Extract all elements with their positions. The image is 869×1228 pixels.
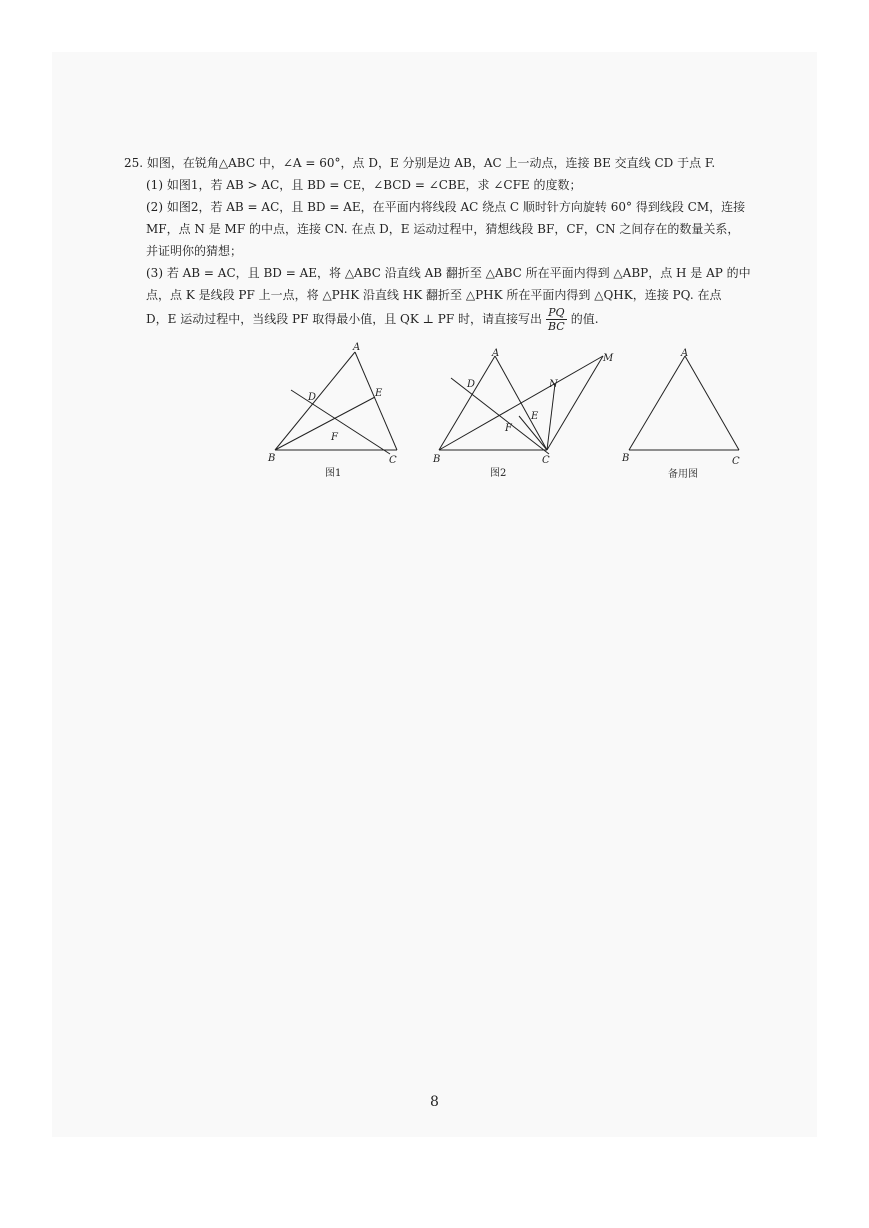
fig3-label-a: A <box>681 348 689 359</box>
part-3-line-1: (3) 若 AB = AC，且 BD = AE，将 △ABC 沿直线 AB 翻折至 △ABC 所在平面内得到 △ABP，点 H 是 AP 的中 <box>146 266 751 280</box>
part-2-line-1: (2) 如图2，若 AB = AC，且 BD = AE，在平面内将线段 AC 绕点 C 顺时针方向旋转 60° 得到线段 CM，连接 <box>146 200 746 214</box>
fig3-caption: 备用图 <box>668 469 698 480</box>
fig1-label-d: D <box>308 392 317 403</box>
fig2-label-a: A <box>492 348 500 359</box>
problem-statement: 25. 如图，在锐角△ABC 中，∠A = 60°，点 D，E 分别是边 AB，AC 上一动点，连接 BE 交直线 CD 于点 F. <box>124 156 716 170</box>
fraction-pq-over-bc <box>546 306 567 333</box>
fig2-label-m: M <box>603 353 614 364</box>
fig1-caption: 图1 <box>325 468 342 479</box>
figures <box>265 342 755 492</box>
part-3-line-3-end: 的值. <box>570 312 599 326</box>
fig2-label-f: F <box>505 423 512 434</box>
fig3-segment-ac <box>685 356 739 450</box>
part-2-line-3: 并证明你的猜想； <box>146 244 243 258</box>
fig2-label-b: B <box>433 454 441 465</box>
fig1-label-a: A <box>353 342 361 353</box>
problem-25 <box>124 152 764 333</box>
part-3-line-3-text: D，E 运动过程中，当线段 PF 取得最小值，且 QK ⊥ PF 时，请直接写出 <box>146 312 542 326</box>
fig2-label-c: C <box>542 455 550 466</box>
fig1-label-c: C <box>389 455 397 466</box>
fig1-segment-be <box>275 397 375 450</box>
fig2-label-e: E <box>531 411 539 422</box>
fig2-segment-bm <box>439 356 603 450</box>
fig2-label-n: N <box>549 379 558 390</box>
fig2-label-d: D <box>467 379 476 390</box>
fraction-denominator: BC <box>547 320 565 333</box>
fig3-segment-ab <box>629 356 685 450</box>
fig2-segment-cn <box>547 384 555 450</box>
part-3-line-2: 点，点 K 是线段 PF 上一点，将 △PHK 沿直线 HK 翻折至 △PHK 所在平面内得到 △QHK，连接 PQ. 在点 <box>146 288 722 302</box>
fig2-segment-ab <box>439 356 495 450</box>
fig2-segment-cm <box>547 356 603 450</box>
figure-2-diagram <box>439 356 603 454</box>
fig1-label-b: B <box>268 453 276 464</box>
fig3-label-c: C <box>732 456 740 467</box>
fraction-numerator: PQ <box>548 306 565 319</box>
fig1-label-e: E <box>375 388 383 399</box>
part-3-line-3 <box>124 306 764 333</box>
figure-3-diagram <box>629 356 739 450</box>
figures-svg <box>265 342 755 492</box>
part-1: (1) 如图1，若 AB > AC，且 BD = CE，∠BCD = ∠CBE，求 ∠CFE 的度数； <box>146 178 582 192</box>
fig3-label-b: B <box>622 453 630 464</box>
fig1-label-f: F <box>331 432 338 443</box>
page-number: 8 <box>430 1094 439 1110</box>
part-2-line-2: MF，点 N 是 MF 的中点，连接 CN. 在点 D，E 运动过程中，猜想线段 BF，CF，CN 之间存在的数量关系， <box>146 222 740 236</box>
fig2-caption: 图2 <box>490 468 507 479</box>
